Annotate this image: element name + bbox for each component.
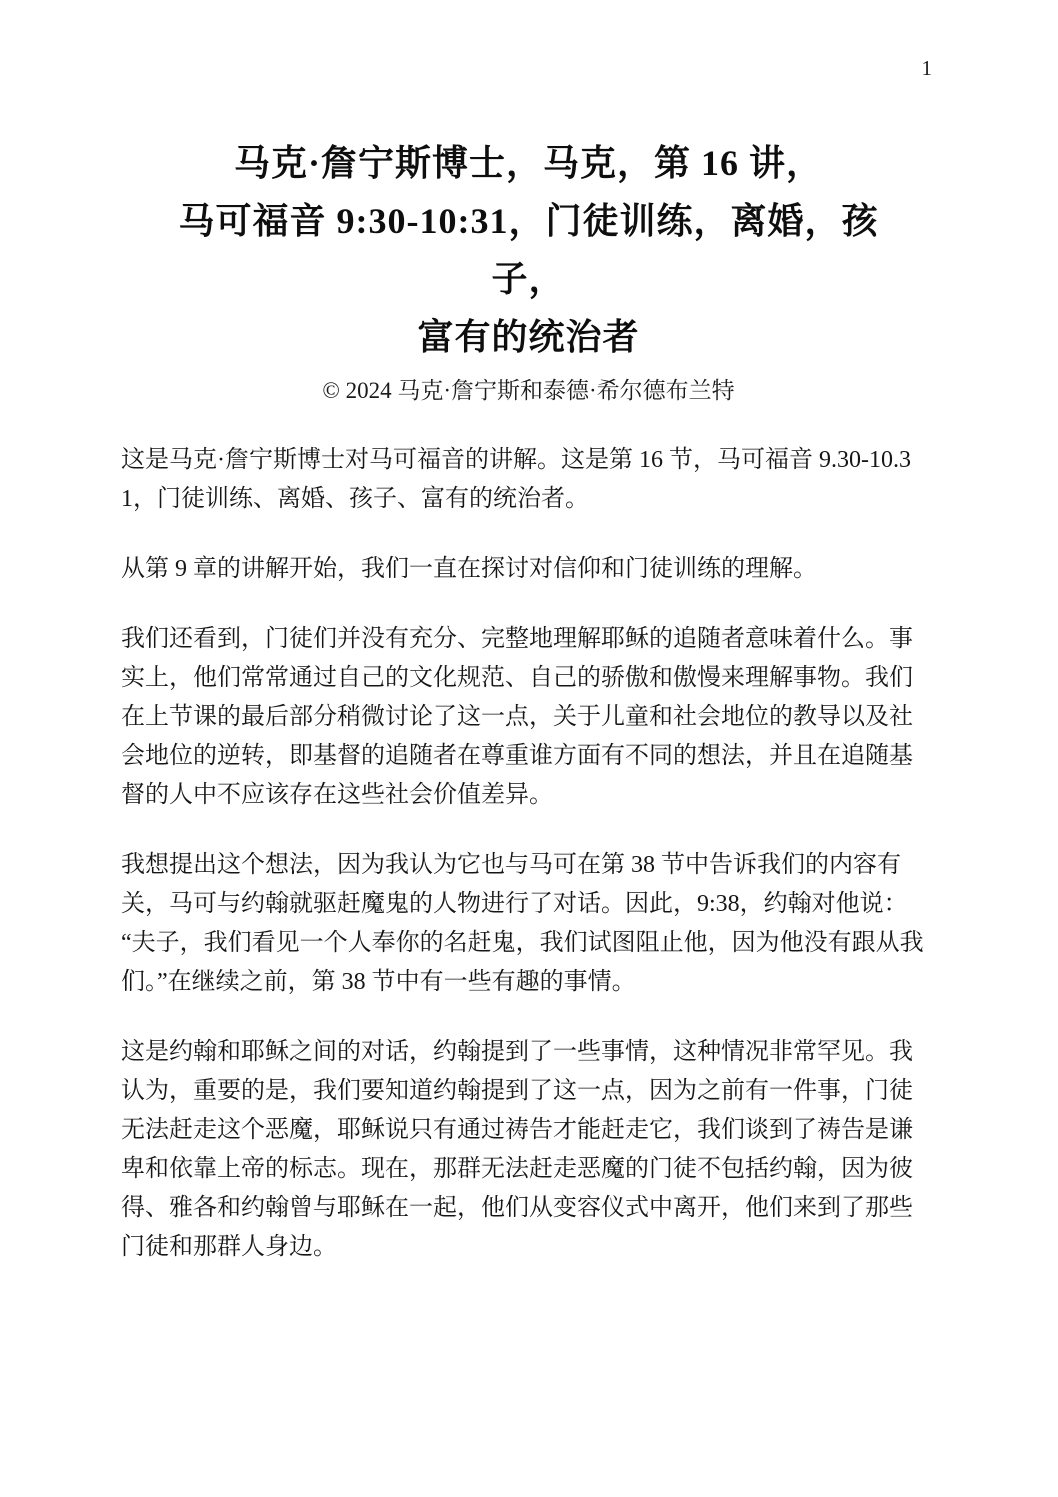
body-paragraph-1: 这是马克·詹宁斯博士对马可福音的讲解。这是第 16 节，马可福音 9.30-10.31，门徒训练、离婚、孩子、富有的统治者。 xyxy=(121,447,911,512)
title-line-2: 马可福音 9:30-10:31，门徒训练，离婚，孩 xyxy=(178,201,879,241)
body-paragraph-2: 从第 9 章的讲解开始，我们一直在探讨对信仰和门徒训练的理解。 xyxy=(121,556,817,582)
body-paragraph-5: 这是约翰和耶稣之间的对话，约翰提到了一些事情，这种情况非常罕见。我认为，重要的是，我们要知道约翰提到了这一点，因为之前有一件事，门徒无法赶走这个恶魔，耶稣说只有通过祷告才能赶走它，我们谈到了祷告是谦卑和依靠上帝的标志。现在，那群无法赶走恶魔的门徒不包括约翰，因为彼得、雅各和约翰曾与耶稣在一起，他们从变容仪式中离开，他们来到了那些门徒和那群人身边。 xyxy=(121,1039,913,1260)
body-paragraph-4: 我想提出这个想法，因为我认为它也与马可在第 38 节中告诉我们的内容有关，马可与约翰就驱赶魔鬼的人物进行了对话。因此，9:38，约翰对他说：“夫子，我们看见一个人奉你的名赶鬼，我们试图阻止他，因为他没有跟从我们。”在继续之前，第 38 节中有一些有趣的事情。 xyxy=(121,852,924,995)
copyright-line: © 2024 马克·詹宁斯和泰德·希尔德布兰特 xyxy=(322,378,735,403)
page-number: 1 xyxy=(921,56,932,80)
document-body xyxy=(121,441,936,1267)
document-title xyxy=(121,134,936,366)
title-line-3: 子， xyxy=(491,259,566,299)
body-paragraph-3: 我们还看到，门徒们并没有充分、完整地理解耶稣的追随者意味着什么。事实上，他们常常通过自己的文化规范、自己的骄傲和傲慢来理解事物。我们在上节课的最后部分稍微讨论了这一点，关于儿童和社会地位的教导以及社会地位的逆转，即基督的追随者在尊重谁方面有不同的想法，并且在追随基督的人中不应该存在这些社会价值差异。 xyxy=(121,626,913,808)
document-header xyxy=(121,134,936,414)
title-line-4: 富有的统治者 xyxy=(417,317,640,357)
title-line-1: 马克·詹宁斯博士，马克，第 16 讲， xyxy=(233,143,823,183)
